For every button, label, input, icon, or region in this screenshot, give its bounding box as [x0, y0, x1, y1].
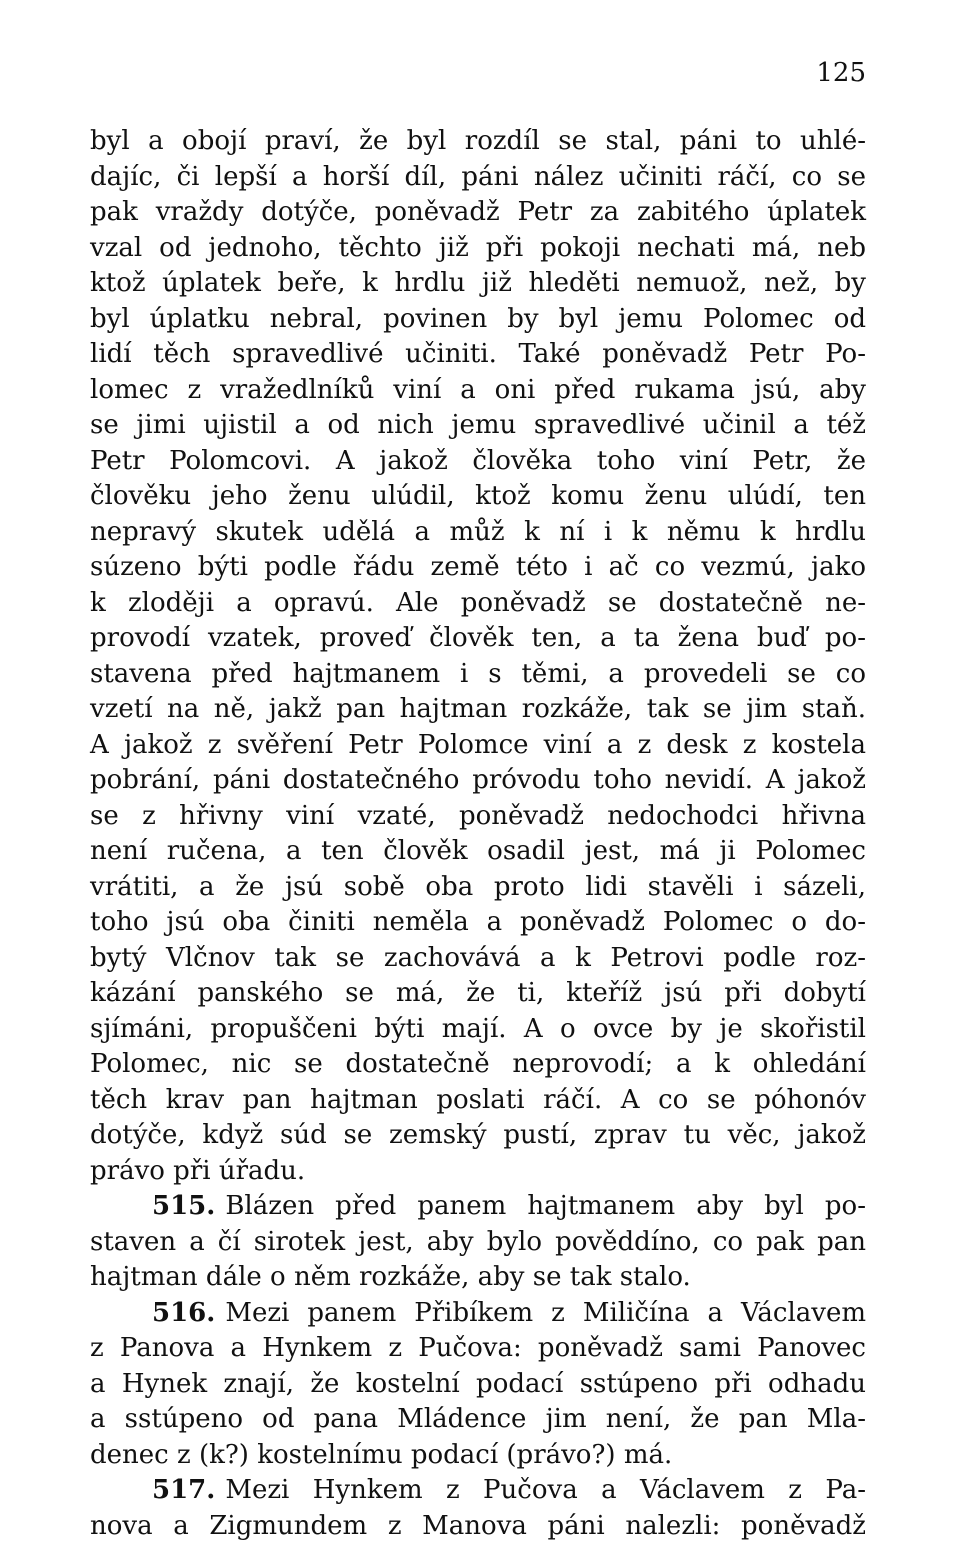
- text-line: [90, 373, 866, 409]
- line-text: provodí vzatek, proveď člověk ten, a ta žena buď po-: [90, 623, 866, 653]
- line-text: dotýče, když súd se zemský pustí, zprav tu věc, jakož: [90, 1120, 866, 1150]
- line-text: k zloději a opravú. Ale poněvadž se dostatečně ne-: [90, 587, 866, 618]
- text-line: [90, 337, 866, 373]
- text-line: [90, 160, 866, 196]
- line-text: pak vraždy dotýče, poněvadž Petr za zabitého úplatek: [90, 197, 866, 227]
- text-line: [90, 763, 866, 799]
- line-text: Blázen před panem hajtmanem aby byl po-: [225, 1191, 866, 1221]
- line-text: se z hřivny viní vzaté, poněvadž nedochodci hřivna: [90, 800, 866, 831]
- line-text: bytý Vlčnov tak se zachovává a k Petrovi podle roz-: [90, 942, 866, 973]
- text-line: [90, 266, 866, 302]
- text-line: [90, 124, 866, 160]
- line-text: vrátiti, a že jsú sobě oba proto lidi stavěli i sázeli,: [90, 871, 866, 902]
- text-line: [90, 799, 866, 835]
- text-line: [90, 408, 866, 444]
- line-text: a sstúpeno od pana Mládence jim není, že pan Mla-: [90, 1404, 866, 1434]
- text-line: [90, 302, 866, 338]
- line-text: denec z (k?) kostelnímu podací (právo?) má.: [90, 1439, 673, 1470]
- line-text: Polomec, nic se dostatečně neprovodí; a k ohledání: [90, 1049, 866, 1079]
- line-text: vzetí na ně, jakž pan hajtman rozkáže, tak se jim staň.: [90, 694, 866, 724]
- text-line: [90, 515, 866, 551]
- line-text: stavena před hajtmanem i s těmi, a provedeli se co: [90, 658, 866, 689]
- text-line: [90, 870, 866, 906]
- line-text: staven a čí sirotek jest, aby bylo pověddíno, co pak pan: [90, 1226, 866, 1257]
- paragraph-start-line: [90, 1473, 866, 1509]
- text-line: [90, 1331, 866, 1367]
- line-text: toho jsú oba činiti neměla a poněvadž Polomec o do-: [90, 907, 866, 937]
- text-line: [90, 1118, 866, 1154]
- line-text: člověku jeho ženu ulúdil, ktož komu ženu ulúdí, ten: [90, 481, 866, 511]
- text-line: [90, 1438, 866, 1474]
- line-text: nepravý skutek udělá a můž k ní i k němu k hrdlu: [90, 516, 866, 547]
- text-line: [90, 976, 866, 1012]
- text-line: [90, 834, 866, 870]
- line-text: hajtman dále o něm rozkáže, aby se tak stalo.: [90, 1262, 691, 1292]
- line-text: z Panova a Hynkem z Pučova: poněvadž sami Panovec: [90, 1333, 866, 1363]
- line-text: A jakož z svěření Petr Polomce viní a z desk z kostela: [90, 729, 866, 760]
- line-text: lomec z vražedlníků viní a oni před rukama jsú, aby: [90, 374, 866, 405]
- text-line: [90, 621, 866, 657]
- text-line: [90, 692, 866, 728]
- text-line: [90, 479, 866, 515]
- paragraph-start-line: [90, 1189, 866, 1225]
- line-text: a Hynek znají, že kostelní podací sstúpeno při odhadu: [90, 1368, 866, 1399]
- line-text: těch krav pan hajtman poslati ráčí. A co se póhonóv: [90, 1084, 866, 1115]
- line-text: právo při úřadu.: [90, 1155, 306, 1186]
- text-line: [90, 905, 866, 941]
- text-line: [90, 1367, 866, 1403]
- line-text: ktož úplatek beře, k hrdlu již hleděti nemuož, než, by: [90, 268, 866, 298]
- line-text: kázání panského se má, že ti, kteříž jsú při dobytí: [90, 978, 866, 1008]
- text-line: [90, 1154, 866, 1190]
- text-line: [90, 1012, 866, 1048]
- text-line: [90, 941, 866, 977]
- text-line: [90, 657, 866, 693]
- text-line: [90, 444, 866, 480]
- page-number: 125: [816, 58, 866, 88]
- text-line: [90, 1260, 866, 1296]
- line-text: byl a obojí praví, že byl rozdíl se stal, páni to uhlé-: [90, 126, 866, 156]
- line-text: nova a Zigmundem z Manova páni nalezli: poněvadž: [90, 1510, 866, 1541]
- text-line: [90, 586, 866, 622]
- text-line: [90, 550, 866, 586]
- line-text: súzeno býti podle řádu země této i ač co vezmú, jako: [90, 552, 866, 582]
- line-text: dajíc, či lepší a horší díl, páni nález učiniti ráčí, co se: [90, 161, 866, 192]
- line-text: sjímáni, propuščeni býti mají. A o ovce by je skořistil: [90, 1013, 866, 1044]
- section-number: 517.: [152, 1475, 216, 1505]
- line-text: není ručena, a ten člověk osadil jest, má ji Polomec: [90, 836, 866, 866]
- line-text: Petr Polomcovi. A jakož člověka toho viní Petr, že: [90, 445, 866, 476]
- section-number: 516.: [152, 1297, 216, 1328]
- line-text: lidí těch spravedlivé učiniti. Také poněvadž Petr Po-: [90, 339, 866, 369]
- line-text: Mezi Hynkem z Pučova a Václavem z Pa-: [225, 1475, 866, 1505]
- body-text: [90, 124, 866, 1544]
- text-line: [90, 1509, 866, 1545]
- text-line: [90, 231, 866, 267]
- paragraph-start-line: [90, 1296, 866, 1332]
- section-number: 515.: [152, 1191, 216, 1221]
- text-line: [90, 1402, 866, 1438]
- text-line: [90, 1083, 866, 1119]
- text-line: [90, 728, 866, 764]
- line-text: se jimi ujistil a od nich jemu spravedlivé učinil a též: [90, 410, 866, 440]
- line-text: Mezi panem Přibíkem z Miličína a Václavem: [225, 1297, 866, 1328]
- line-text: pobrání, páni dostatečného próvodu toho nevidí. A jakož: [90, 765, 866, 795]
- text-line: [90, 195, 866, 231]
- line-text: byl úplatku nebral, povinen by byl jemu Polomec od: [90, 303, 866, 334]
- line-text: vzal od jednoho, těchto již při pokoji nechati má, neb: [90, 232, 866, 263]
- text-line: [90, 1047, 866, 1083]
- text-line: [90, 1225, 866, 1261]
